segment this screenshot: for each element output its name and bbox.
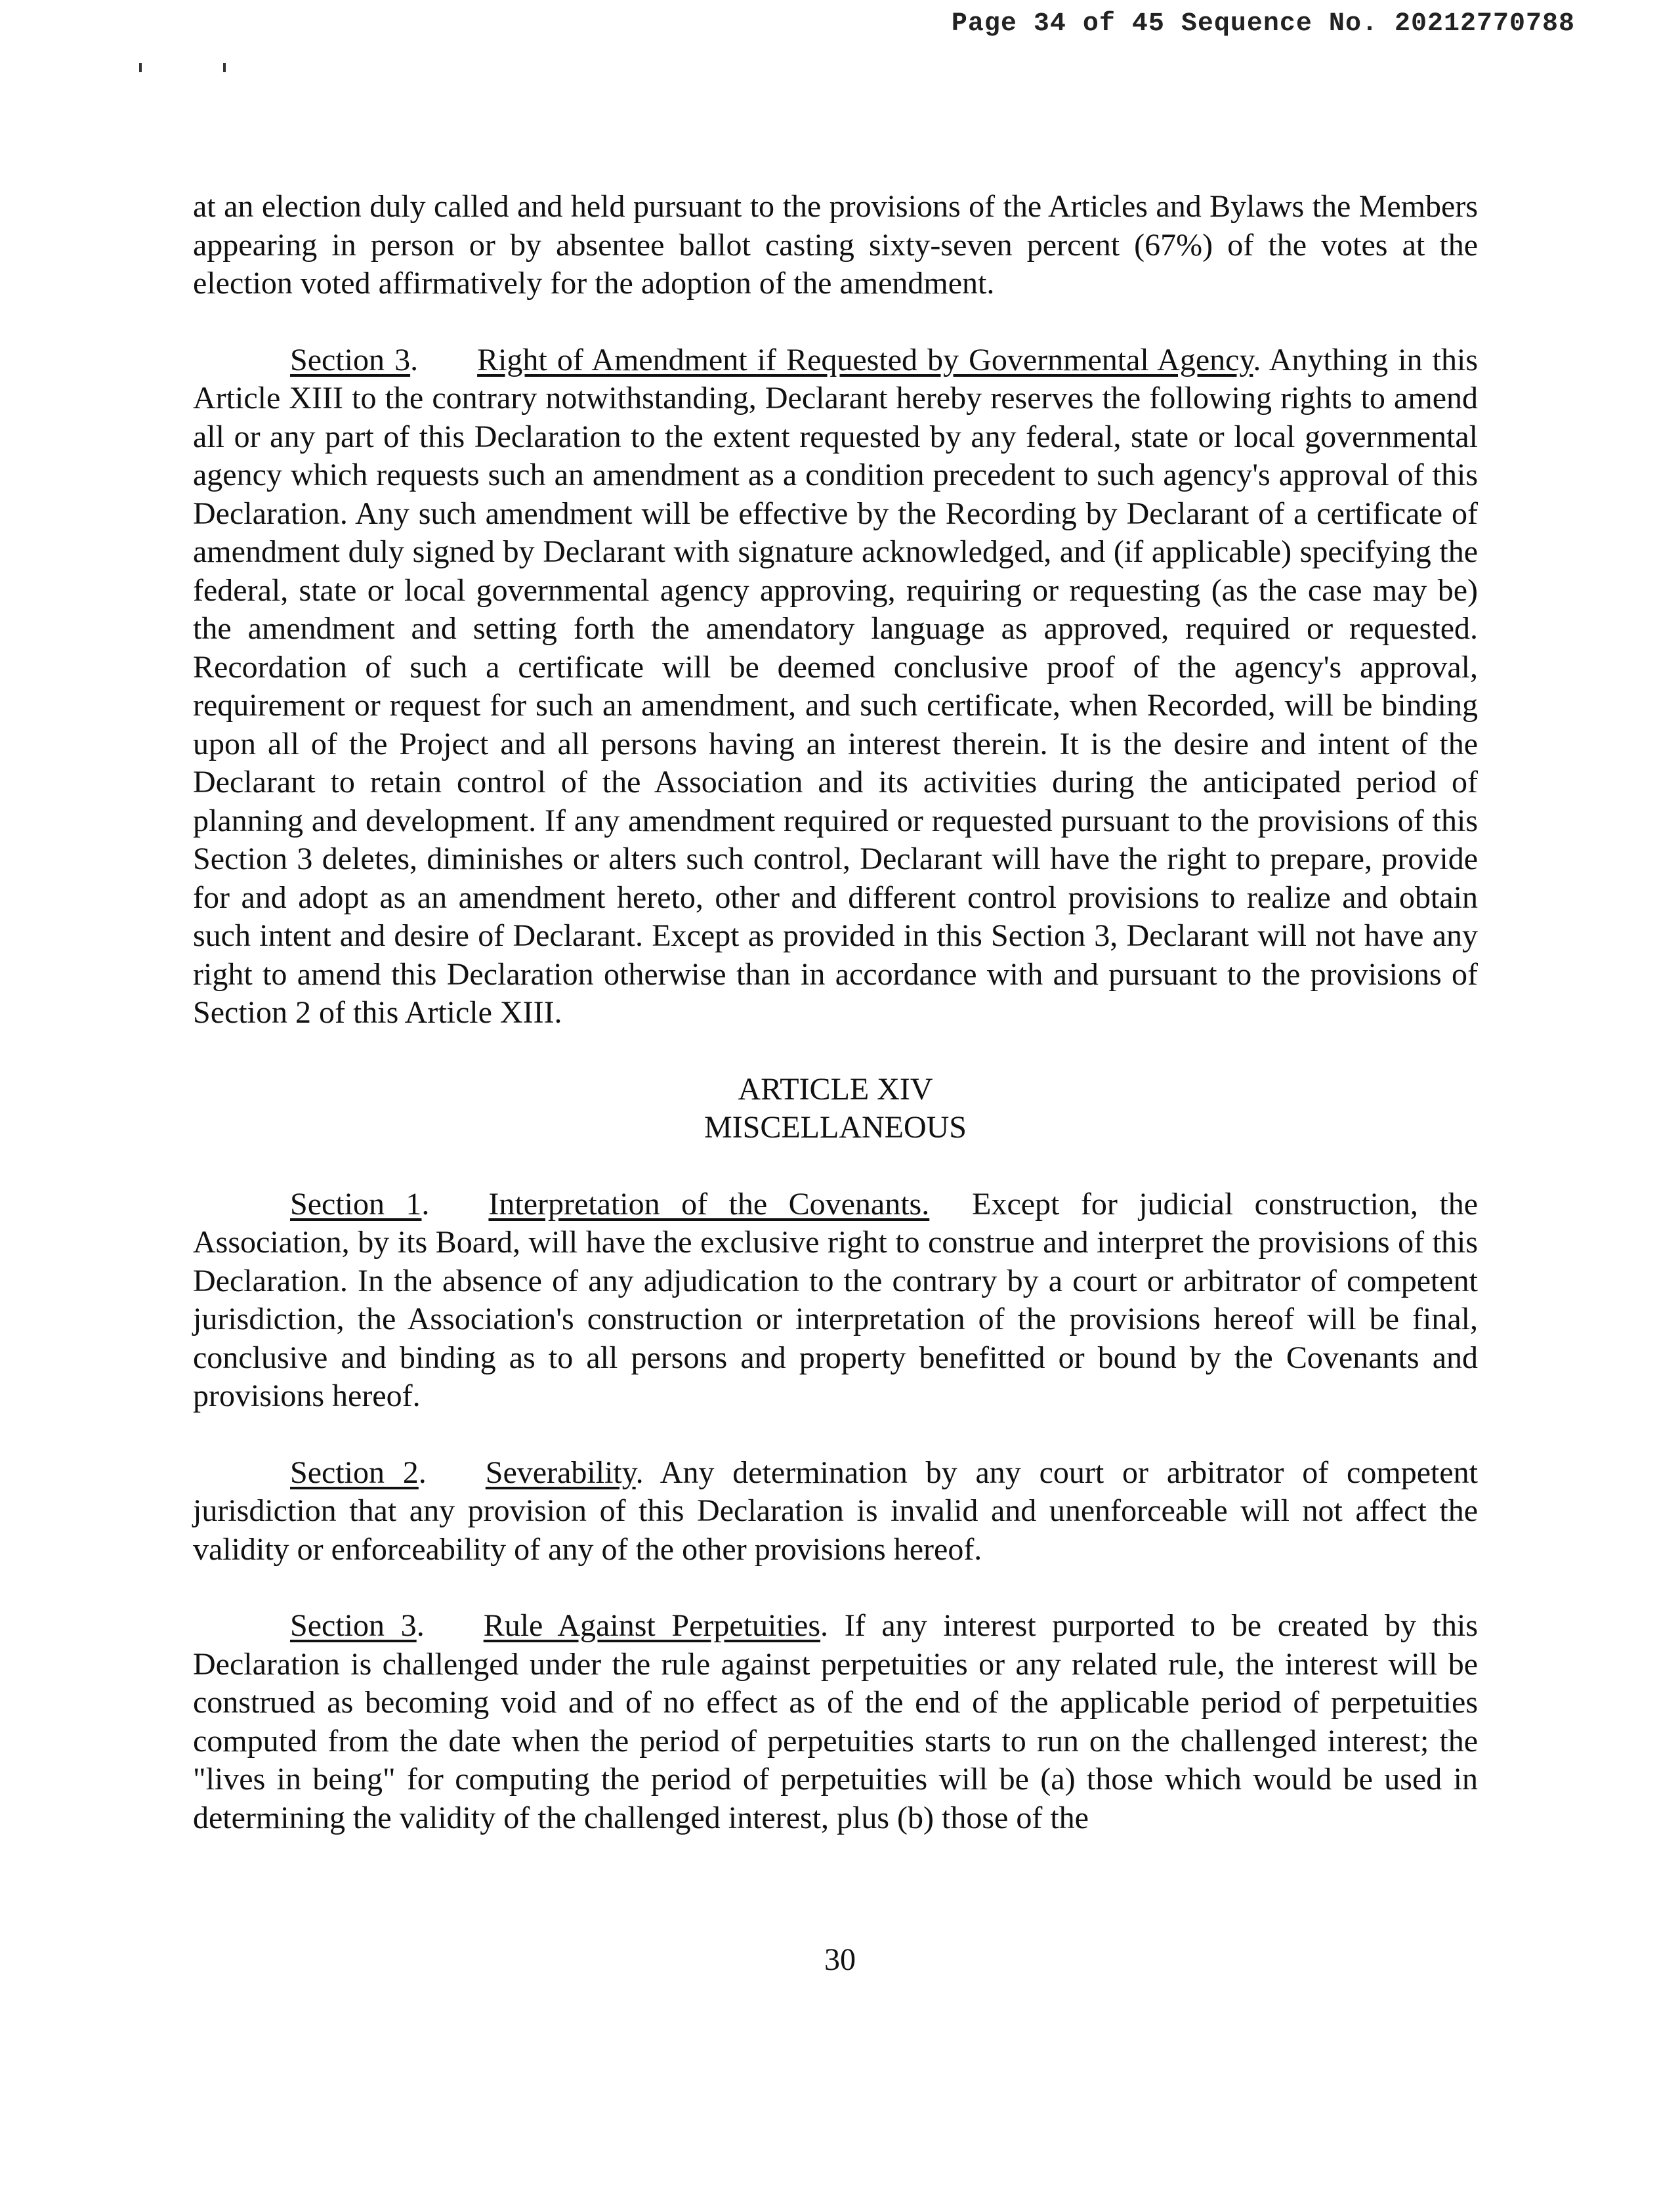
section-label: Section 2 [290,1455,419,1490]
article13-section3-paragraph: Section 3. Right of Amendment if Requested by Governmental Agency. Anything in this Article XIII to the contrary notwithstanding, Declarant hereby reserves the following rights to amend all or any part of this Declaration to the extent requested by any federal, state or local governmental agency which requests such an amendment as a condition precedent to such agency's approval of this Declaration. Any such amendment will be effective by the Recording by Declarant of a certificate of amendment duly signed by Declarant with signature acknowledged, and (if applicable) specifying the federal, state or local governmental agency approving, requiring or requesting (as the case may be) the amendment and setting forth the amendatory language as approved, required or requested. Recordation of such a certificate will be deemed conclusive proof of the agency's approval, requirement or request for such an amendment, and such certificate, when Recorded, will be binding upon all of the Project and all persons having an interest therein. It is the desire and intent of the Declarant to retain control of the Association and its activities during the anticipated period of planning and development. If any amendment required or requested pursuant to the provisions of this Section 3 deletes, diminishes or alters such control, Declarant will have the right to prepare, provide for and adopt as an amendment hereto, other and different control provisions to realize and obtain such intent and desire of Declarant. Except as provided in this Section 3, Declarant will not have any right to amend this Declaration otherwise than in accordance with and pursuant to the provisions of Section 2 of this Article XIII. [193,342,1478,1030]
continuation-paragraph: at an election duly called and held pursuant to the provisions of the Articles and Bylaws the Members appearing in person or by absentee ballot casting sixty-seven percent (67%) of the votes at the election voted affirmatively for the adoption of the amendment. [193,189,1478,301]
scan-mark [139,63,142,72]
scan-mark [223,63,226,72]
section-body: Any determination by any court or arbitrator of competent jurisdiction that any provision of this Declaration is invalid and unenforceable will not affect the validity or enforceability of any of the other provisions hereof. [193,1455,1478,1567]
section-title: Severability [485,1455,636,1490]
scan-marks [139,63,231,83]
document-body [193,188,1478,1875]
section-title: Interpretation of the Covenants. [488,1186,930,1222]
section-title: Right of Amendment if Requested by Governmental Agency [477,342,1253,377]
article-title: MISCELLANEOUS [704,1110,967,1145]
section-label: Section 3 [290,342,411,377]
article-number: ARTICLE XIV [738,1071,933,1107]
article14-section1-paragraph: Section 1. Interpretation of the Covenants. Except for judicial construction, the Association, by its Board, will have the exclusive right to construe and interpret the provisions of this Declaration. In the absence of any adjudication to the contrary by a court or arbitrator of competent jurisdiction, the Association's construction or interpretation of the provisions hereof will be final, conclusive and binding as to all persons and property benefitted or bound by the Covenants and provisions hereof. [193,1186,1479,1413]
section-title: Rule Against Perpetuities [483,1608,821,1643]
section-label: Section 3 [290,1608,417,1643]
page-number: 30 [824,1942,856,1977]
article14-section2-paragraph: Section 2. Severability. Any determination by any court or arbitrator of competent jurisdiction that any provision of this Declaration is invalid and unenforceable will not affect the validity or enforceability of any of the other provisions hereof. [193,1455,1478,1567]
section-body: If any interest purported to be created by this Declaration is challenged under the rule against perpetuities or any related rule, the interest will be construed as becoming void and of no effect as of the end of the applicable period of perpetuities computed from the date when the period of perpetuities starts to run on the challenged interest; the "lives in being" for computing the period of perpetuities will be (a) those which would be used in determining the validity of the challenged interest, plus (b) those of the [193,1608,1479,1835]
section-label: Section 1 [290,1186,422,1222]
page-sequence-header: Page 34 of 45 Sequence No. 20212770788 [951,9,1575,39]
section-body: Anything in this Article XIII to the contrary notwithstanding, Declarant hereby reserves the following rights to amend all or any part of this Declaration to the extent requested by any federal, state or local governmental agency which requests such an amendment as a condition precedent to such agency's approval of this Declaration. Any such amendment will be effective by the Recording by Declarant of a certificate of amendment duly signed by Declarant with signature acknowledged, and (if applicable) specifying the federal, state or local governmental agency approving, requiring or requesting (as the case may be) the amendment and setting forth the amendatory language as approved, required or requested. Recordation of such a certificate will be deemed conclusive proof of the agency's approval, requirement or request for such an amendment, and such certificate, when Recorded, will be binding upon all of the Project and all persons having an interest therein. It is the desire and intent of the Declarant to retain control of the Association and its activities during the anticipated period of planning and development. If any amendment required or requested pursuant to the provisions of this Section 3 deletes, diminishes or alters such control, Declarant will have the right to prepare, provide for and adopt as an amendment hereto, other and different control provisions to realize and obtain such intent and desire of Declarant. Except as provided in this Section 3, Declarant will not have any right to amend this Declaration otherwise than in accordance with and pursuant to the provisions of Section 2 of this Article XIII. [193,342,1478,1030]
section-body: Except for judicial construction, the Association, by its Board, will have the exclusive right to construe and interpret the provisions of this Declaration. In the absence of any adjudication to the contrary by a court or arbitrator of competent jurisdiction, the Association's construction or interpretation of the provisions hereof will be final, conclusive and binding as to all persons and property benefitted or bound by the Covenants and provisions hereof. [193,1186,1479,1413]
article14-section3-paragraph: Section 3. Rule Against Perpetuities. If any interest purported to be created by this Declaration is challenged under the rule against perpetuities or any related rule, the interest will be construed as becoming void and of no effect as of the end of the applicable period of perpetuities computed from the date when the period of perpetuities starts to run on the challenged interest; the "lives in being" for computing the period of perpetuities will be (a) those which would be used in determining the validity of the challenged interest, plus (b) those of the [193,1608,1479,1835]
article-heading [193,1071,1478,1147]
